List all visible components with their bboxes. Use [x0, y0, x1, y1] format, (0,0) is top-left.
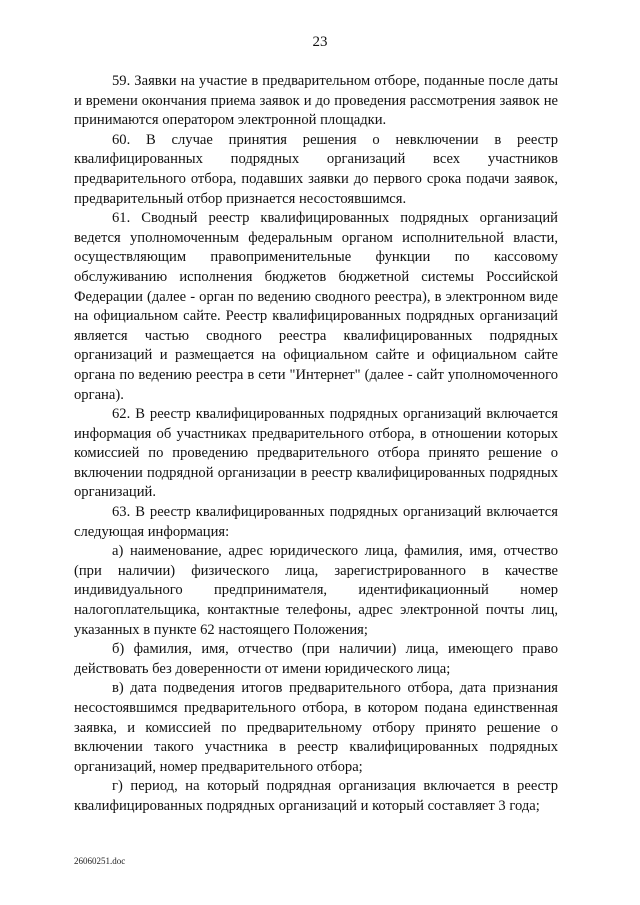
paragraph-63-item-g: г) период, на который подрядная организация включается в реестр квалифицированных подрядных организаций и который составляет 3 года; — [74, 778, 558, 814]
footer-filename: 26060251.doc — [74, 856, 126, 866]
paragraph-63: 63. В реестр квалифицированных подрядных организаций включается следующая информация: — [74, 504, 558, 540]
paragraph-63-item-b: б) фамилия, имя, отчество (при наличии) лица, имеющего право действовать без доверенности от имени юридического лица; — [74, 641, 558, 677]
paragraph-60: 60. В случае принятия решения о невключении в реестр квалифицированных подрядных организаций всех участников предварительного отбора, подавших заявки до первого срока подачи заявок, предварительный отбор признается несостоявшимся. — [74, 131, 558, 207]
document-body — [74, 72, 558, 817]
paragraph-62: 62. В реестр квалифицированных подрядных организаций включается информация об участниках предварительного отбора, в отношении которых комиссией по проведению предварительного отбора принято решение о включении подрядной организации в реестр квалифицированных подрядных организаций. — [74, 406, 558, 501]
paragraph-63-item-a: а) наименование, адрес юридического лица, фамилия, имя, отчество (при наличии) физического лица, зарегистрированного в качестве индивидуального предпринимателя, идентификационный номер налогоплательщика, контактные телефоны, адрес электронной почты лиц, указанных в пункте 62 настоящего Положения; — [74, 543, 558, 638]
paragraph-61: 61. Сводный реестр квалифицированных подрядных организаций ведется уполномоченным федеральным органом исполнительной власти, осуществляющим правоприменительные функции по кассовому обслуживанию исполнения бюджетов бюджетной системы Российской Федерации (далее - орган по ведению сводного реестра), в электронном виде на официальном сайте. Реестр квалифицированных подрядных организаций является частью сводного реестра квалифицированных подрядных организаций и размещается на официальном сайте и официальном сайте органа по ведению реестра в сети "Интернет" (далее - сайт уполномоченного органа). — [74, 210, 558, 403]
paragraph-59: 59. Заявки на участие в предварительном отборе, поданные после даты и времени окончания приема заявок и до проведения рассмотрения заявок не принимаются оператором электронной площадки. — [74, 73, 558, 129]
paragraph-63-item-v: в) дата подведения итогов предварительного отбора, дата признания несостоявшимся предварительного отбора, в котором подана единственная заявка, и комиссией по предварительному отбору принято решение о включении такого участника в реестр квалифицированных подрядных организаций, номер предварительного отбора; — [74, 680, 558, 775]
page-number: 23 — [312, 34, 328, 50]
